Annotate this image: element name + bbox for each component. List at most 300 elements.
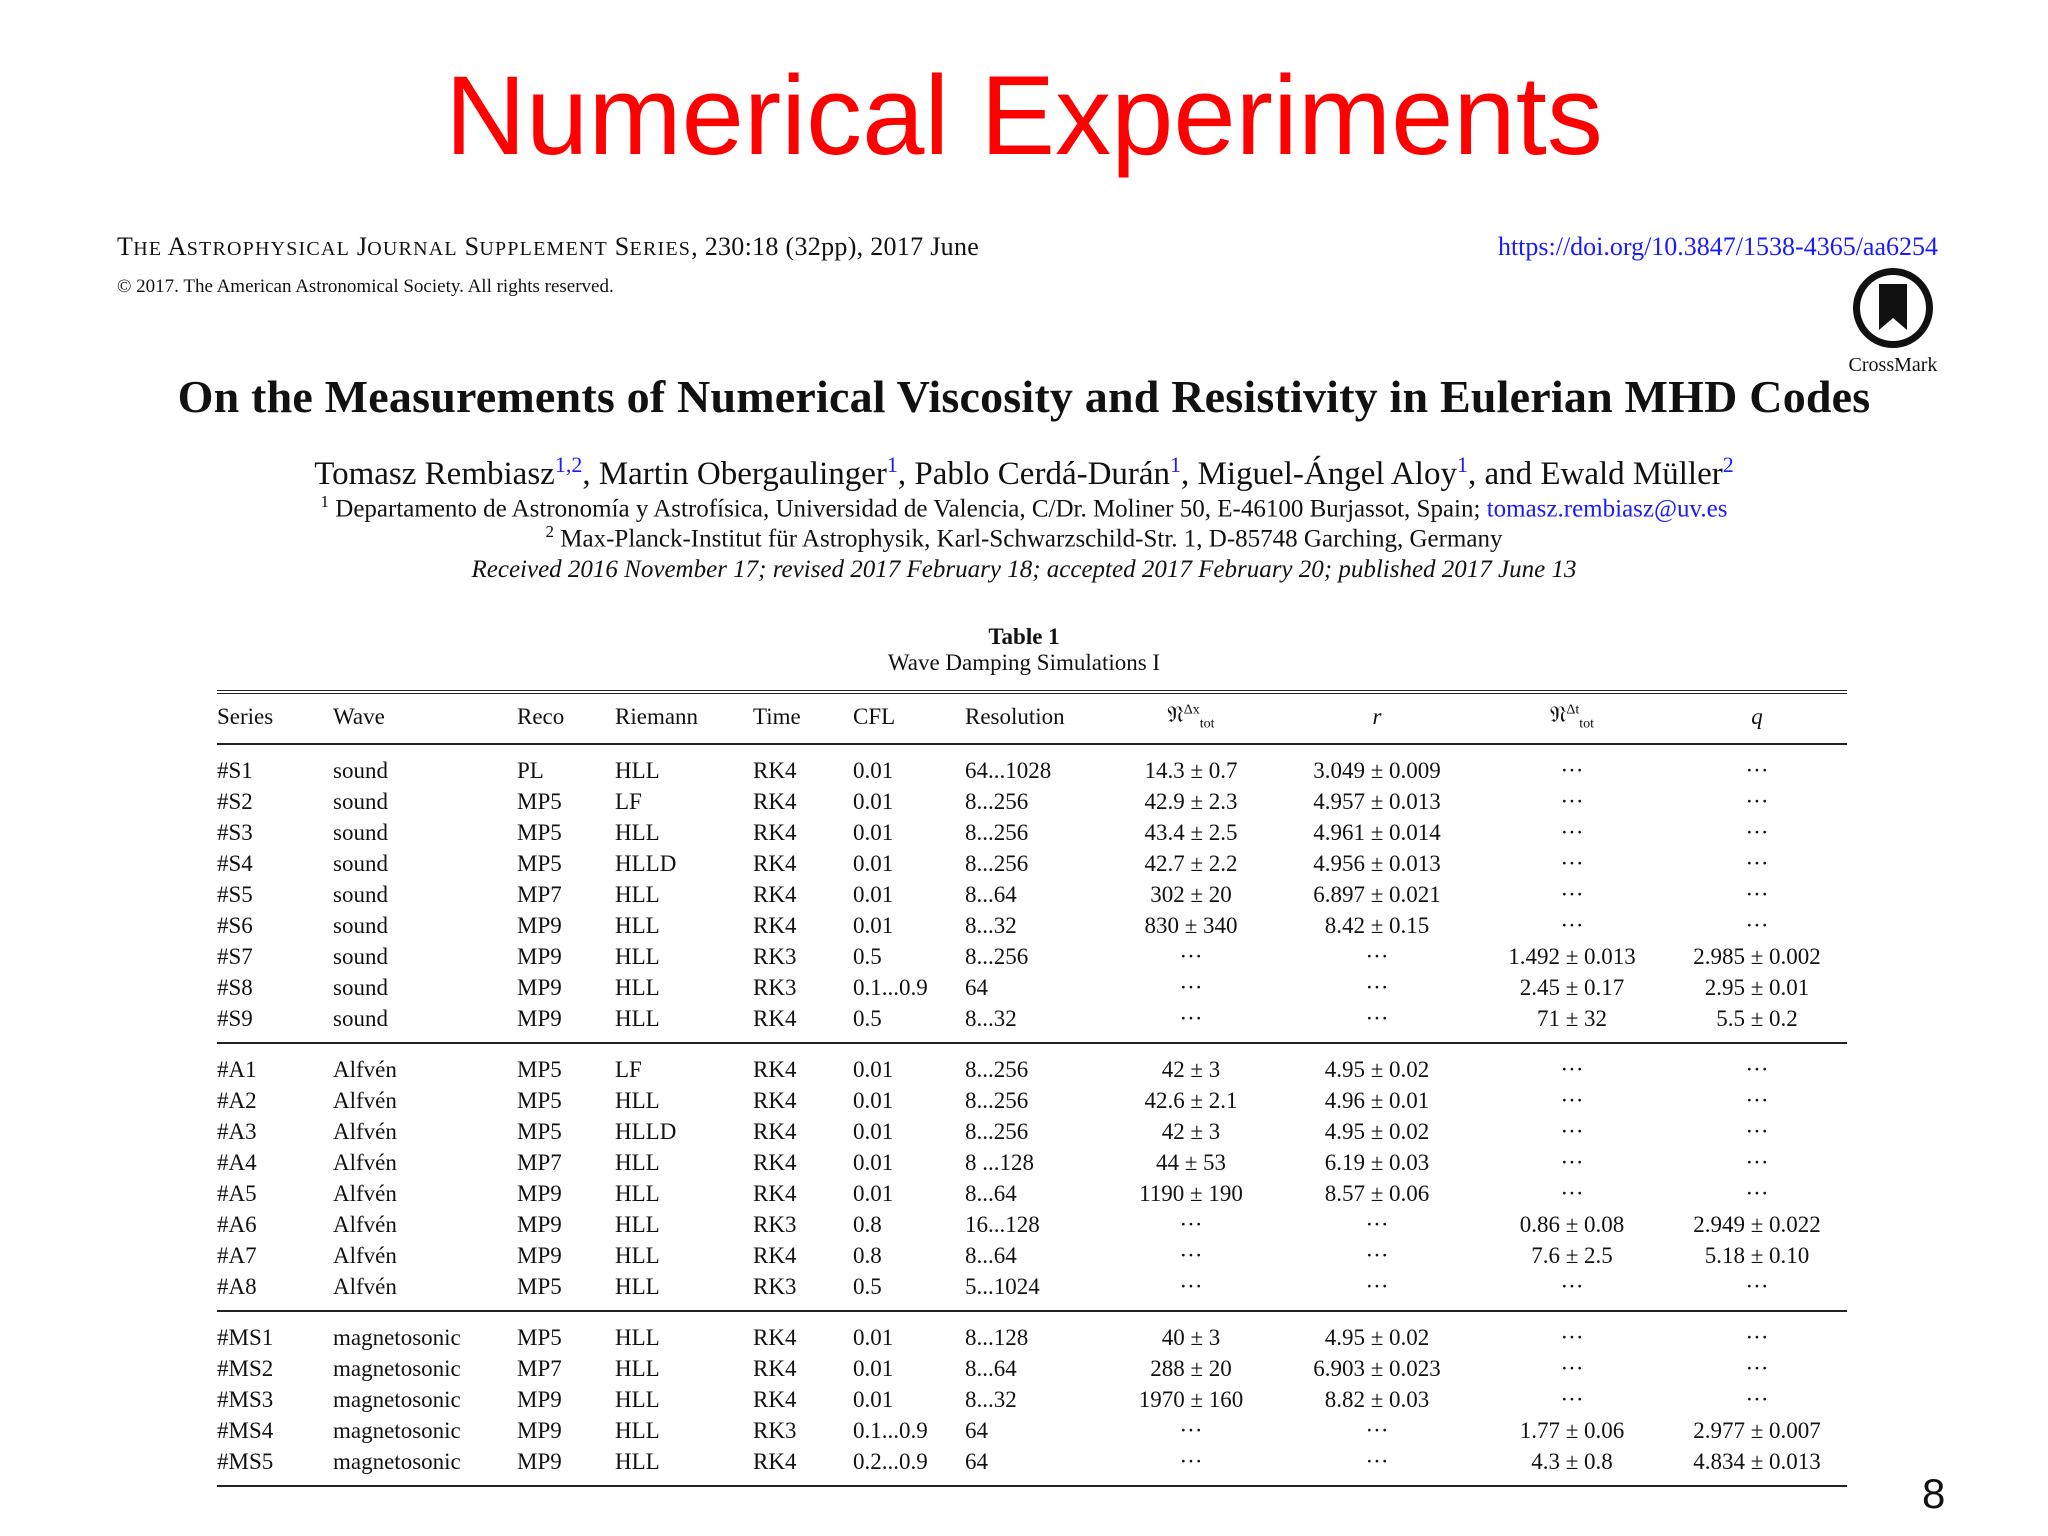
cell-cfl: 0.8 [853,1242,882,1268]
cell-wave: magnetosonic [333,1448,461,1474]
cell-riemann: HLL [615,1386,660,1412]
table-row [217,1384,1847,1415]
cell-r: ··· [1365,974,1389,1000]
cell-q: ··· [1745,1087,1769,1113]
cell-wave: Alfvén [333,1056,397,1082]
reynolds-symbol: 𝔑 [1549,702,1567,727]
journal-word: OURNAL [367,238,458,260]
cell-time: RK3 [753,1273,797,1299]
author-name: Pablo Cerdá-Durán [914,456,1171,492]
cell-r: 8.42 ± 0.15 [1324,912,1430,938]
header-subscript: tot [1199,716,1215,732]
cell-time: RK3 [753,943,797,969]
cell-wave: Alfvén [333,1149,397,1175]
cell-r: ··· [1365,1005,1389,1031]
cell-cfl: 0.5 [853,943,882,969]
header-superscript: Δt [1566,702,1580,718]
cell-time: RK4 [753,1087,797,1113]
simulations-table-container [217,690,1847,1487]
cell-q: 2.95 ± 0.01 [1704,974,1810,1000]
table-row [217,972,1847,1003]
column-header-reco: Reco [517,704,565,730]
paper-title: On the Measurements of Numerical Viscosity and Resistivity in Eulerian MHD Codes [177,371,1871,422]
table-header-row [217,692,1847,744]
cell-reco: MP5 [517,1118,562,1144]
column-header-riemann: Riemann [615,704,699,730]
cell-resolution: 8...64 [965,1355,1017,1381]
cell-reynolds-dt: ··· [1560,1087,1584,1113]
cell-r: 8.57 ± 0.06 [1324,1180,1430,1206]
cell-cfl: 0.5 [853,1273,882,1299]
author-separator: , and [1467,456,1541,492]
cell-wave: sound [333,881,388,907]
cell-riemann: HLL [615,757,660,783]
cell-r: ··· [1365,1242,1389,1268]
cell-time: RK4 [753,1180,797,1206]
cell-q: 4.834 ± 0.013 [1693,1448,1821,1474]
cell-series: #S4 [217,850,253,876]
column-header-resolution: Resolution [965,704,1065,730]
cell-r: ··· [1365,1211,1389,1237]
cell-reco: MP7 [517,1149,562,1175]
cell-q: ··· [1745,788,1769,814]
cell-reynolds-dx: 42.6 ± 2.1 [1144,1087,1238,1113]
cell-reynolds-dt: 1.492 ± 0.013 [1508,943,1636,969]
cell-q: ··· [1745,1355,1769,1381]
cell-reynolds-dx: ··· [1179,1448,1203,1474]
cell-reynolds-dx: ··· [1179,1211,1203,1237]
author-affiliation-mark[interactable]: 1 [1456,452,1468,477]
cell-reynolds-dx: 288 ± 20 [1150,1355,1232,1381]
cell-reynolds-dx: 1190 ± 190 [1139,1180,1243,1206]
author-separator: , [582,456,599,492]
cell-series: #A5 [217,1180,257,1206]
cell-cfl: 0.2...0.9 [853,1448,928,1474]
cell-r: 8.82 ± 0.03 [1324,1386,1430,1412]
cell-reynolds-dx: 40 ± 3 [1161,1324,1221,1350]
journal-word: ERIES [629,238,692,260]
cell-series: #A7 [217,1242,257,1268]
cell-resolution: 8...32 [965,1386,1017,1412]
cell-series: #A2 [217,1087,257,1113]
cell-time: RK3 [753,1211,797,1237]
cell-resolution: 8...256 [965,850,1029,876]
table-row [217,941,1847,972]
cell-wave: sound [333,819,388,845]
cell-reco: MP5 [517,788,562,814]
cell-q: 2.985 ± 0.002 [1693,943,1821,969]
column-header-cfl: CFL [853,704,896,730]
cell-cfl: 0.01 [853,1355,894,1381]
cell-q: ··· [1745,912,1769,938]
cell-time: RK4 [753,1149,797,1175]
cell-riemann: LF [615,1056,642,1082]
cell-wave: Alfvén [333,1180,397,1206]
cell-r: 6.897 ± 0.021 [1313,881,1441,907]
table-row [217,1271,1847,1311]
cell-riemann: HLL [615,1087,660,1113]
cell-time: RK4 [753,757,797,783]
cell-q: ··· [1745,1118,1769,1144]
cell-reynolds-dx: ··· [1179,943,1203,969]
cell-reynolds-dx: 42 ± 3 [1161,1118,1221,1144]
cell-q: 2.977 ± 0.007 [1693,1417,1821,1443]
cell-reco: MP5 [517,1324,562,1350]
cell-q: ··· [1745,819,1769,845]
cell-series: #A6 [217,1211,257,1237]
author-name: Miguel-Ángel Aloy [1197,456,1457,492]
cell-wave: sound [333,974,388,1000]
cell-cfl: 0.01 [853,1087,894,1113]
cell-reynolds-dt: ··· [1560,881,1584,907]
cell-reynolds-dt: ··· [1560,1180,1584,1206]
cell-q: 2.949 ± 0.022 [1693,1211,1821,1237]
journal-word: HE [133,238,163,260]
cell-resolution: 5...1024 [965,1273,1040,1299]
cell-time: RK4 [753,850,797,876]
table-row [217,1085,1847,1116]
cell-series: #MS1 [217,1324,274,1350]
cell-cfl: 0.01 [853,881,894,907]
cell-wave: Alfvén [333,1211,397,1237]
author-name: Martin Obergaulinger [598,456,887,492]
cell-riemann: HLL [615,881,660,907]
table-row [217,1147,1847,1178]
cell-reynolds-dx: 42 ± 3 [1161,1056,1221,1082]
author-name: Ewald Müller [1540,456,1723,492]
cell-time: RK4 [753,1386,797,1412]
cell-time: RK4 [753,881,797,907]
cell-reynolds-dt: ··· [1560,1324,1584,1350]
journal-letter: S [464,232,480,261]
cell-reynolds-dt: ··· [1560,1118,1584,1144]
cell-reynolds-dx: 44 ± 53 [1155,1149,1227,1175]
column-header-reynolds-dt [1477,692,1667,744]
journal-word: STROPHYSICAL [186,238,351,260]
cell-cfl: 0.01 [853,1180,894,1206]
cell-series: #MS5 [217,1448,274,1474]
cell-reco: MP9 [517,1180,562,1206]
table-row [217,1240,1847,1271]
table-row [217,879,1847,910]
cell-reco: MP7 [517,881,562,907]
cell-r: 6.903 ± 0.023 [1313,1355,1441,1381]
cell-reco: MP5 [517,1273,562,1299]
table-row [217,1311,1847,1353]
cell-wave: sound [333,757,388,783]
cell-reco: MP9 [517,1242,562,1268]
cell-r: ··· [1365,1448,1389,1474]
cell-cfl: 0.01 [853,819,894,845]
cell-resolution: 8...32 [965,912,1017,938]
cell-series: #MS4 [217,1417,274,1443]
cell-reynolds-dx: 42.9 ± 2.3 [1144,788,1238,814]
cell-series: #S8 [217,974,253,1000]
journal-letter: A [167,232,187,261]
cell-r: 4.95 ± 0.02 [1324,1056,1430,1082]
table-row [217,1209,1847,1240]
affiliation-text: Departamento de Astronomía y Astrofísica, Universidad de Valencia, C/Dr. Moliner 50, E-46100 Burjassot, Spain; [335,495,1487,523]
cell-reynolds-dt: ··· [1560,1386,1584,1412]
cell-riemann: HLL [615,1211,660,1237]
cell-r: ··· [1365,1273,1389,1299]
doi-link[interactable]: https://doi.org/10.3847/1538-4365/aa6254 [1497,232,1938,261]
table-row [217,1415,1847,1446]
cell-series: #A1 [217,1056,257,1082]
cell-reynolds-dx: 42.7 ± 2.2 [1144,850,1238,876]
author-list [0,452,2048,493]
cell-cfl: 0.01 [853,788,894,814]
cell-q: ··· [1745,1386,1769,1412]
journal-word: UPPLEMENT [479,238,608,260]
cell-reco: MP7 [517,1355,562,1381]
cell-series: #A4 [217,1149,257,1175]
cell-reco: PL [517,757,544,783]
cell-resolution: 8...256 [965,1118,1029,1144]
cell-riemann: HLL [615,1005,660,1031]
affiliation-mark: 1 [320,492,330,511]
cell-reynolds-dt: 2.45 ± 0.17 [1519,974,1625,1000]
author-separator: , [1181,456,1198,492]
cell-reynolds-dt: ··· [1560,757,1584,783]
cell-wave: Alfvén [333,1273,397,1299]
cell-series: #S2 [217,788,253,814]
cell-reynolds-dt: 4.3 ± 0.8 [1531,1448,1613,1474]
cell-series: #S9 [217,1005,253,1031]
cell-riemann: HLL [615,1180,660,1206]
cell-reynolds-dx: ··· [1179,1242,1203,1268]
cell-reco: MP9 [517,1448,562,1474]
cell-series: #S5 [217,881,253,907]
cell-reco: MP5 [517,1087,562,1113]
publication-dates: Received 2016 November 17; revised 2017 February 18; accepted 2017 February 20; published 2017 June 13 [471,556,1577,583]
cell-series: #MS2 [217,1355,274,1381]
cell-resolution: 64...1028 [965,757,1052,783]
cell-cfl: 0.01 [853,757,894,783]
author-affiliation-mark[interactable]: 1,2 [554,452,583,477]
cell-riemann: HLL [615,1355,660,1381]
author-affiliation-mark[interactable]: 2 [1722,452,1734,477]
affiliation-mark: 2 [545,522,555,541]
cell-series: #A8 [217,1273,257,1299]
cell-q: ··· [1745,1324,1769,1350]
cell-series: #S6 [217,912,253,938]
cell-riemann: HLL [615,1242,660,1268]
table-row [217,1446,1847,1486]
table-row [217,1043,1847,1085]
cell-wave: magnetosonic [333,1355,461,1381]
cell-reynolds-dt: 0.86 ± 0.08 [1519,1211,1625,1237]
cell-riemann: HLL [615,912,660,938]
cell-q: ··· [1745,881,1769,907]
cell-series: #S7 [217,943,253,969]
cell-resolution: 8...256 [965,1087,1029,1113]
cell-riemann: HLL [615,1324,660,1350]
cell-reco: MP9 [517,1386,562,1412]
cell-q: ··· [1745,757,1769,783]
table-row [217,1178,1847,1209]
table-title: Wave Damping Simulations I [887,650,1161,675]
cell-q: ··· [1745,1180,1769,1206]
affiliation-2 [0,522,2048,553]
cell-q: 5.18 ± 0.10 [1704,1242,1810,1268]
cell-r: 6.19 ± 0.03 [1324,1149,1430,1175]
table-row [217,1353,1847,1384]
journal-reference [117,232,979,262]
cell-riemann: HLL [615,974,660,1000]
cell-reynolds-dt: ··· [1560,912,1584,938]
table-row [217,848,1847,879]
table-row [217,910,1847,941]
cell-q: ··· [1745,1273,1769,1299]
cell-reynolds-dt: ··· [1560,1149,1584,1175]
cell-resolution: 16...128 [965,1211,1040,1237]
author-affiliation-mark[interactable]: 1 [1170,452,1182,477]
page-number: 8 [1922,1470,1946,1517]
cell-q: ··· [1745,1056,1769,1082]
cell-r: 4.957 ± 0.013 [1313,788,1441,814]
table-row [217,744,1847,786]
column-header-reynolds-dx [1105,692,1277,744]
cell-cfl: 0.01 [853,1118,894,1144]
cell-series: #MS3 [217,1386,274,1412]
cell-q: 5.5 ± 0.2 [1716,1005,1798,1031]
cell-time: RK4 [753,1005,797,1031]
table-row [217,786,1847,817]
cell-resolution: 64 [965,1448,988,1474]
cell-time: RK4 [753,1355,797,1381]
table-caption [0,624,2048,676]
author-email-link[interactable]: tomasz.rembiasz@uv.es [1486,495,1728,523]
cell-resolution: 8...128 [965,1324,1029,1350]
cell-reynolds-dx: 14.3 ± 0.7 [1144,757,1238,783]
cell-q: ··· [1745,1149,1769,1175]
cell-reynolds-dt: ··· [1560,788,1584,814]
cell-time: RK4 [753,788,797,814]
cell-wave: magnetosonic [333,1386,461,1412]
cell-reynolds-dx: ··· [1179,974,1203,1000]
cell-time: RK4 [753,1324,797,1350]
crossmark-badge[interactable] [1838,264,1948,377]
cell-wave: Alfvén [333,1118,397,1144]
cell-cfl: 0.1...0.9 [853,974,928,1000]
cell-wave: sound [333,1005,388,1031]
cell-time: RK3 [753,974,797,1000]
journal-letter: S [614,232,630,261]
cell-time: RK4 [753,912,797,938]
cell-riemann: LF [615,788,642,814]
header-subscript: tot [1579,716,1595,732]
cell-wave: sound [333,943,388,969]
cell-reco: MP9 [517,912,562,938]
cell-r: 4.956 ± 0.013 [1313,850,1441,876]
table-row [217,817,1847,848]
cell-cfl: 0.01 [853,1056,894,1082]
journal-letter: J [356,232,368,261]
cell-r: ··· [1365,1417,1389,1443]
cell-time: RK4 [753,819,797,845]
cell-resolution: 8...256 [965,819,1029,845]
cell-cfl: 0.01 [853,1149,894,1175]
cell-resolution: 8...256 [965,943,1029,969]
table-group-sound [217,744,1847,1043]
journal-volume: , 230:18 (32pp), 2017 June [691,232,980,261]
cell-cfl: 0.01 [853,850,894,876]
cell-riemann: HLLD [615,1118,677,1144]
cell-wave: magnetosonic [333,1324,461,1350]
author-affiliation-mark[interactable]: 1 [886,452,898,477]
cell-reynolds-dt: ··· [1560,1056,1584,1082]
cell-wave: sound [333,912,388,938]
table-number: Table 1 [988,624,1060,649]
cell-reco: MP5 [517,1056,562,1082]
cell-reynolds-dt: ··· [1560,1273,1584,1299]
cell-reynolds-dx: ··· [1179,1417,1203,1443]
cell-r: 4.96 ± 0.01 [1324,1087,1430,1113]
cell-cfl: 0.5 [853,1005,882,1031]
cell-reynolds-dt: ··· [1560,850,1584,876]
cell-resolution: 8...32 [965,1005,1017,1031]
cell-reynolds-dx: ··· [1179,1273,1203,1299]
table-group-magnetosonic [217,1311,1847,1486]
cell-resolution: 8 ...128 [965,1149,1034,1175]
column-header-wave: Wave [333,704,385,730]
cell-cfl: 0.01 [853,1386,894,1412]
affiliation-1 [0,492,2048,523]
slide-title: Numerical Experiments [445,53,1603,178]
cell-time: RK4 [753,1056,797,1082]
column-header-series: Series [217,704,274,730]
cell-reynolds-dt: 7.6 ± 2.5 [1531,1242,1613,1268]
cell-reco: MP9 [517,1211,562,1237]
cell-r: 4.961 ± 0.014 [1313,819,1441,845]
cell-r: 4.95 ± 0.02 [1324,1118,1430,1144]
cell-reynolds-dx: ··· [1179,1005,1203,1031]
cell-q: ··· [1745,850,1769,876]
cell-reynolds-dx: 830 ± 340 [1144,912,1238,938]
author-name: Tomasz Rembiasz [314,456,555,492]
cell-reynolds-dt: 71 ± 32 [1536,1005,1608,1031]
table-group-alfven [217,1043,1847,1311]
cell-reynolds-dx: 43.4 ± 2.5 [1144,819,1238,845]
cell-riemann: HLL [615,819,660,845]
cell-wave: Alfvén [333,1242,397,1268]
reynolds-symbol: 𝔑 [1167,702,1184,727]
cell-riemann: HLL [615,943,660,969]
cell-reynolds-dx: 302 ± 20 [1150,881,1232,907]
cell-r: 3.049 ± 0.009 [1313,757,1441,783]
cell-resolution: 64 [965,974,988,1000]
cell-time: RK4 [753,1448,797,1474]
column-header-time: Time [753,704,801,730]
cell-riemann: HLL [615,1149,660,1175]
cell-reco: MP5 [517,850,562,876]
cell-cfl: 0.01 [853,912,894,938]
cell-resolution: 8...256 [965,788,1029,814]
cell-time: RK3 [753,1417,797,1443]
column-header-r: r [1372,704,1382,730]
cell-wave: Alfvén [333,1087,397,1113]
cell-time: RK4 [753,1242,797,1268]
author-separator: , [897,456,915,492]
cell-resolution: 8...64 [965,881,1017,907]
cell-wave: sound [333,788,388,814]
cell-time: RK4 [753,1118,797,1144]
cell-reynolds-dx: 1970 ± 160 [1138,1386,1244,1412]
cell-cfl: 0.01 [853,1324,894,1350]
cell-series: #A3 [217,1118,257,1144]
cell-reco: MP9 [517,1417,562,1443]
